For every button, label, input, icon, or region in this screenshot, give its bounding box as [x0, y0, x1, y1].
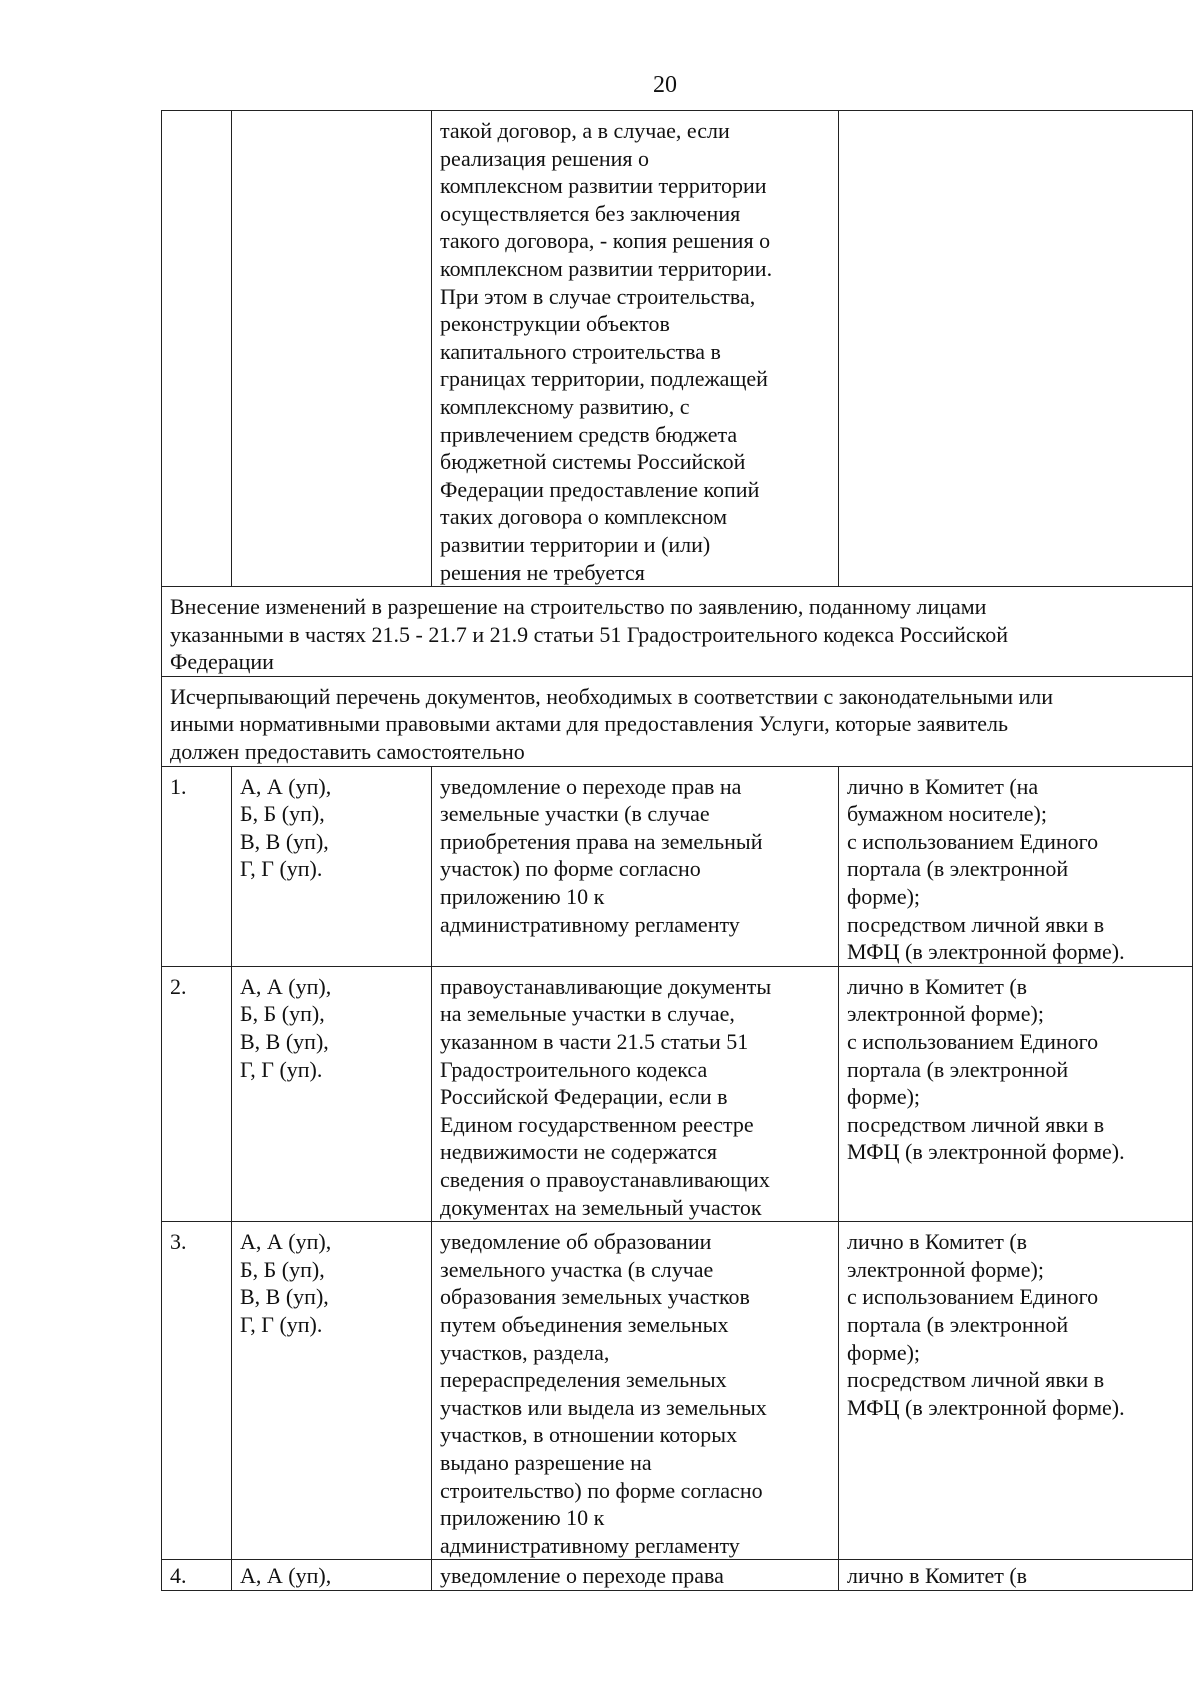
- method-line: МФЦ (в электронной форме).: [847, 939, 1125, 965]
- row-number: 3.: [162, 1222, 232, 1560]
- document-line: уведомление о переходе прав на: [440, 773, 742, 799]
- document-line: решения не требуется: [440, 559, 645, 585]
- method-line: бумажном носителе);: [847, 801, 1047, 827]
- document-line: привлечением средств бюджета: [440, 421, 738, 447]
- subsection-header-row: [162, 676, 1193, 766]
- document-line: комплексном развитии территории.: [440, 255, 773, 281]
- section-header-line: Федерации: [170, 649, 274, 675]
- table-row: [162, 766, 1193, 966]
- document-line: участков или выдела из земельных: [440, 1394, 767, 1420]
- document-line: уведомление об образовании: [440, 1229, 712, 1255]
- document-line: строительство) по форме согласно: [440, 1477, 763, 1503]
- cell-num-empty: [162, 111, 232, 587]
- row-method: [839, 1560, 1193, 1591]
- document-line: участков, раздела,: [440, 1339, 610, 1365]
- method-line: портала (в электронной: [847, 856, 1069, 882]
- method-line: посредством личной явки в: [847, 911, 1105, 937]
- method-line: лично в Комитет (в: [847, 1229, 1028, 1255]
- section-header-line: Внесение изменений в разрешение на строительство по заявлению, поданному лицами: [170, 594, 987, 620]
- document-line: правоустанавливающие документы: [440, 973, 772, 999]
- document-line: развитии территории и (или): [440, 531, 711, 557]
- method-line: форме);: [847, 1339, 921, 1365]
- method-line: лично в Комитет (в: [847, 1563, 1028, 1589]
- category-line: Б, Б (уп),: [240, 801, 325, 827]
- document-line: Федерации предоставление копий: [440, 476, 760, 502]
- document-line: такой договор, а в случае, если: [440, 118, 730, 143]
- document-line: путем объединения земельных: [440, 1311, 729, 1337]
- category-line: А, А (уп),: [240, 1563, 332, 1589]
- document-line: недвижимости не содержатся: [440, 1139, 717, 1165]
- method-line: посредством личной явки в: [847, 1367, 1105, 1393]
- document-line: комплексном развитии территории: [440, 173, 767, 199]
- document-line: участков, в отношении которых: [440, 1422, 738, 1448]
- category-line: Г, Г (уп).: [240, 1056, 323, 1082]
- method-line: лично в Комитет (на: [847, 773, 1039, 799]
- method-line: МФЦ (в электронной форме).: [847, 1394, 1125, 1420]
- continuation-row: [162, 111, 1193, 587]
- table-row: [162, 1560, 1193, 1591]
- row-categories: [232, 1560, 432, 1591]
- row-document: [432, 966, 839, 1221]
- method-line: с использованием Единого: [847, 828, 1099, 854]
- document-line: приложению 10 к: [440, 1505, 605, 1531]
- category-line: В, В (уп),: [240, 1284, 329, 1310]
- document-line: границах территории, подлежащей: [440, 366, 768, 392]
- document-line: осуществляется без заключения: [440, 200, 741, 226]
- category-line: А, А (уп),: [240, 1229, 332, 1255]
- row-categories: [232, 966, 432, 1221]
- row-document: [432, 766, 839, 966]
- cell-document: [432, 111, 839, 587]
- subsection-header-line: должен предоставить самостоятельно: [170, 739, 525, 765]
- category-line: Б, Б (уп),: [240, 1001, 325, 1027]
- method-line: портала (в электронной: [847, 1056, 1069, 1082]
- subsection-header: [162, 676, 1193, 766]
- section-header-line: указанными в частях 21.5 - 21.7 и 21.9 статьи 51 Градостроительного кодекса Российской: [170, 621, 1009, 647]
- subsection-header-line: Исчерпывающий перечень документов, необходимых в соответствии с законодательными или: [170, 683, 1053, 709]
- cell-method-empty: [839, 111, 1193, 587]
- document-line: земельного участка (в случае: [440, 1256, 714, 1282]
- document-line: на земельные участки в случае,: [440, 1001, 735, 1027]
- category-line: Г, Г (уп).: [240, 1311, 323, 1337]
- category-line: Б, Б (уп),: [240, 1256, 325, 1282]
- method-line: с использованием Единого: [847, 1029, 1099, 1054]
- category-line: А, А (уп),: [240, 973, 332, 999]
- row-method: [839, 966, 1193, 1221]
- table-row: [162, 966, 1193, 1221]
- row-number: 1.: [162, 766, 232, 966]
- row-number: 4.: [162, 1560, 232, 1591]
- cell-category-empty: [232, 111, 432, 587]
- row-method: [839, 766, 1193, 966]
- method-line: с использованием Единого: [847, 1284, 1099, 1310]
- method-line: посредством личной явки в: [847, 1111, 1105, 1137]
- section-header-row: [162, 587, 1193, 677]
- category-line: В, В (уп),: [240, 828, 329, 854]
- subsection-header-line: иными нормативными правовыми актами для предоставления Услуги, которые заявитель: [170, 711, 1009, 737]
- document-line: реконструкции объектов: [440, 311, 670, 337]
- row-document: [432, 1222, 839, 1560]
- category-line: А, А (уп),: [240, 773, 332, 799]
- document-line: реализация решения о: [440, 145, 649, 171]
- row-number: 2.: [162, 966, 232, 1221]
- section-header: [162, 587, 1193, 677]
- row-categories: [232, 1222, 432, 1560]
- document-line: участок) по форме согласно: [440, 856, 701, 882]
- page-number: 20: [653, 72, 677, 98]
- document-line: такого договора, - копия решения о: [440, 228, 771, 254]
- document-line: Градостроительного кодекса: [440, 1056, 708, 1082]
- method-line: лично в Комитет (в: [847, 973, 1028, 999]
- row-categories: [232, 766, 432, 966]
- method-line: МФЦ (в электронной форме).: [847, 1139, 1125, 1165]
- document-line: бюджетной системы Российской: [440, 449, 746, 475]
- method-line: электронной форме);: [847, 1001, 1044, 1027]
- document-line: комплексному развитию, с: [440, 393, 690, 419]
- method-line: форме);: [847, 884, 921, 910]
- documents-table: [161, 110, 1193, 1591]
- document-line: приобретения права на земельный: [440, 828, 763, 854]
- document-line: документах на земельный участок: [440, 1194, 762, 1220]
- category-line: В, В (уп),: [240, 1029, 329, 1054]
- document-line: сведения о правоустанавливающих: [440, 1166, 770, 1192]
- document-line: капитального строительства в: [440, 338, 721, 364]
- row-method: [839, 1222, 1193, 1560]
- document-line: Российской Федерации, если в: [440, 1084, 728, 1110]
- method-line: портала (в электронной: [847, 1311, 1069, 1337]
- method-line: электронной форме);: [847, 1256, 1044, 1282]
- document-line: административному регламенту: [440, 911, 740, 937]
- document-line: административному регламенту: [440, 1532, 740, 1558]
- document-line: перераспределения земельных: [440, 1367, 727, 1393]
- document-line: земельные участки (в случае: [440, 801, 710, 827]
- document-line: уведомление о переходе права: [440, 1563, 724, 1589]
- row-document: [432, 1560, 839, 1591]
- document-line: приложению 10 к: [440, 884, 605, 910]
- method-line: форме);: [847, 1084, 921, 1110]
- document-line: выдано разрешение на: [440, 1449, 652, 1475]
- table-row: [162, 1222, 1193, 1560]
- document-line: Едином государственном реестре: [440, 1111, 754, 1137]
- document-line: таких договора о комплексном: [440, 504, 728, 530]
- document-line: При этом в случае строительства,: [440, 283, 756, 309]
- document-line: образования земельных участков: [440, 1284, 750, 1310]
- category-line: Г, Г (уп).: [240, 856, 323, 882]
- document-line: указанном в части 21.5 статьи 51: [440, 1029, 749, 1054]
